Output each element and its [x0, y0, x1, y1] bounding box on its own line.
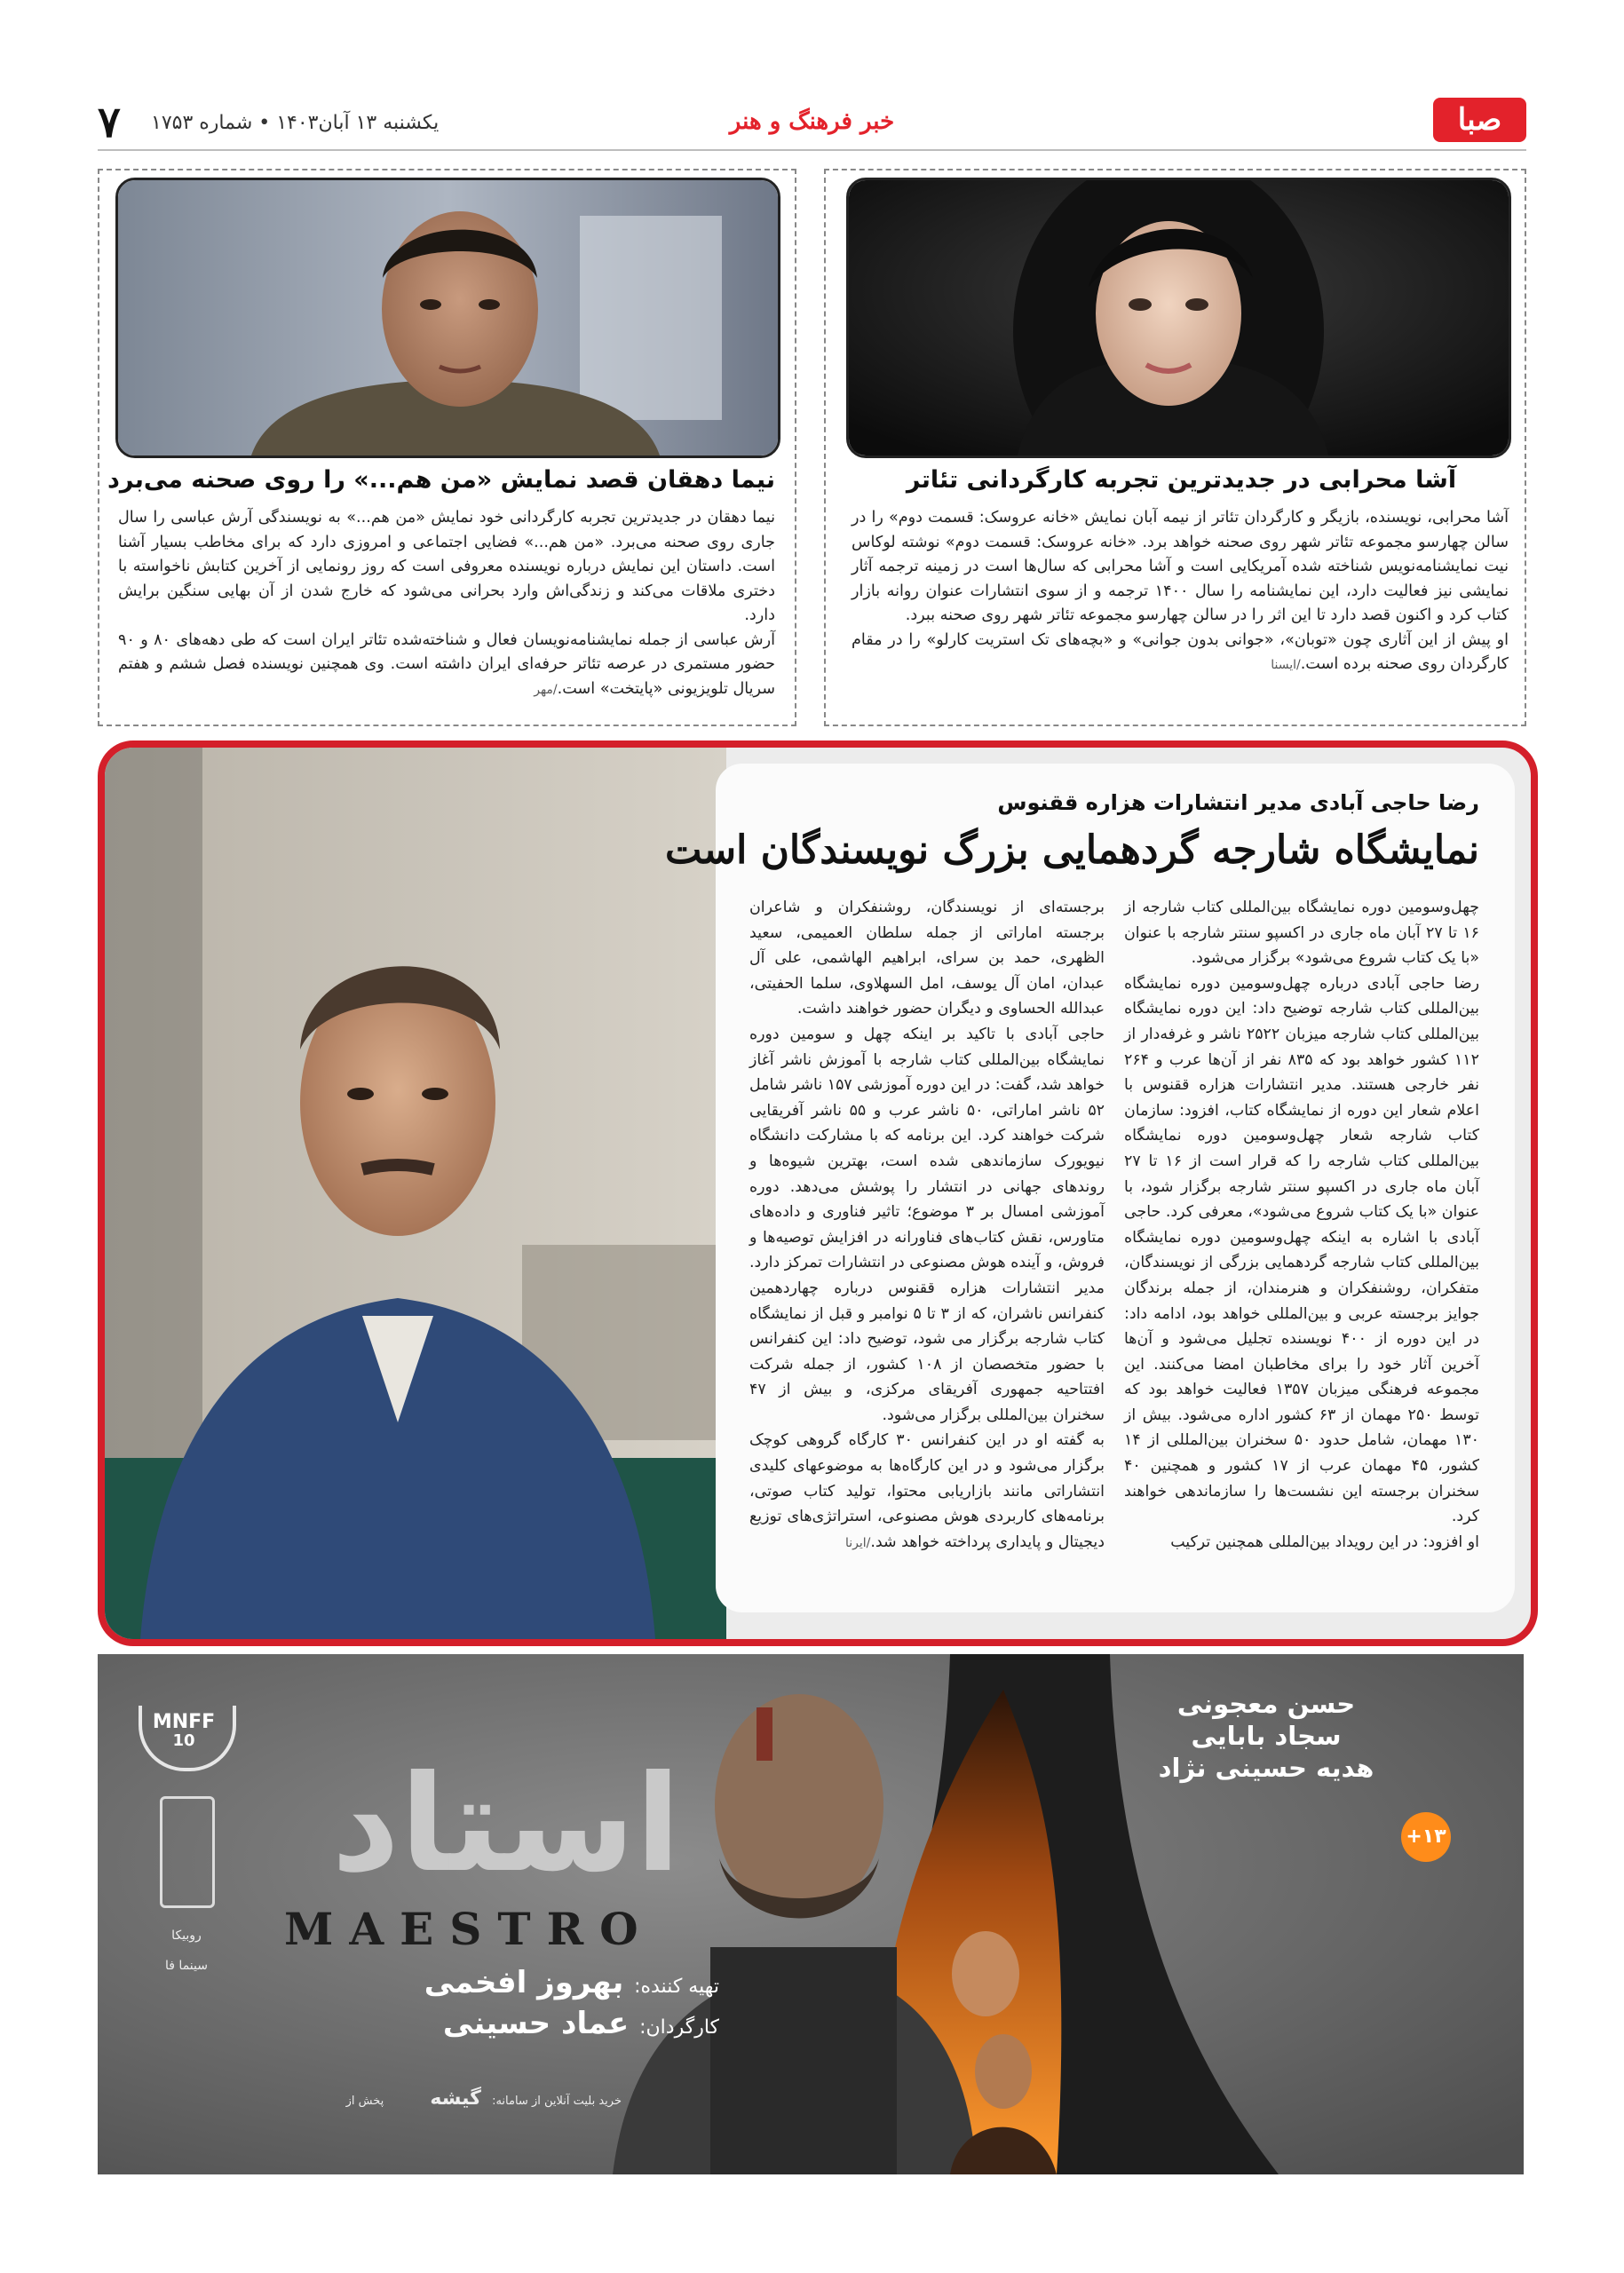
feature-headline: نمایشگاه شارجه گردهمایی بزرگ نویسندگان است [665, 828, 1479, 873]
story-right-paragraph: آشا محرابی، نویسنده، بازیگر و کارگردان تئاتر از نیمه آبان نمایش «خانه عروسک: قسمت دوم» را در سالن چهارسو مجموعه تئاتر شهر روی صحنه خواهد برد. «خانه عروسک: قسمت دوم» نوشته لوکاس نیت نمایشنامه‌نویس شناخته شده آمریکایی است و آشا محرابی که سال‌ها است در زمینه ترجمه آثار نمایشی نیز فعالیت دارد، این نمایشنامه را سال ۱۴۰۰ ترجمه و از سوی انتشارات عنوان روانه بازار کتاب کرد و اکنون قصد دارد تا این اثر را در سالن چهارسو مجموعه تئاتر شهر روی صحنه ببرد. [852, 509, 1509, 624]
feature-article [665, 764, 1515, 1612]
story-left-paragraph: آرش عباسی از جمله نمایشنامه‌نویسان فعال و شناخته‌شده تئاتر ایران است که طی دهه‌های ۸۰ و ۹۰ حضور مستمری در عرصه تئاتر حرفه‌ای ایران داشته است. وی همچنین نویسنده فصل ششم و هفتم سریال تلویزیونی «پایتخت» است. [118, 630, 775, 698]
director-name: عماد حسینی [442, 2006, 630, 2041]
gisheh-logo: گیشه [430, 2087, 481, 2110]
feature-paragraph: حاجی آبادی با تاکید بر اینکه چهل و سومین دوره نمایشگاه بین‌المللی کتاب شارجه با آموزش ناشر آغاز خواهد شد، گفت: در این دوره آموزشی ۱۵۷ ناشر شامل ۵۲ ناشر اماراتی، ۵۰ ناشر عرب و ۵۵ ناشر آفریقایی شرکت خواهند کرد. این برنامه که با مشارکت دانشگاه نیویورک سازماندهی شده است، بهترین شیوه‌ها و روندهای جهانی در انتشار را پوشش می‌دهد. دوره آموزشی امسال بر ۳ موضوع؛ تاثیر فناوری و داده‌های متاورس، نقش کتاب‌های فناورانه در افزایش توصیه‌ها و فروش، و آینده هوش مصنوعی در انتشارات تمرکز دارد. مدیر انتشارات هزاره ققنوس درباره چهاردهمین کنفرانس ناشران، که از ۳ تا ۵ نوامبر و قبل از نمایشگاه کتاب شارجه برگزار می شود، توضیح داد: این کنفرانس با حضور متخصصان از ۱۰۸ کشور، از جمله شرکت افتتاحیه جمهوری آفریقای مرکزی، و بیش از ۴۷ سخنران بین‌المللی برگزار می‌شود. [749, 1025, 1105, 1424]
newspaper-logo: صبا [1433, 98, 1526, 142]
issue-info: یکشنبه ۱۳ آبان۱۴۰۳ • شماره ۱۷۵۳ [151, 112, 440, 134]
feature-paragraph: او افزود: در این رویداد بین‌المللی همچنین ترکیب [1170, 1532, 1479, 1551]
festival-badge [135, 1699, 233, 1778]
portrait-image [849, 180, 1509, 455]
feature-column-left [749, 895, 1105, 1556]
story-left-body [118, 506, 775, 702]
story-left-paragraph: نیما دهقان در جدیدترین تجربه کارگردانی خود نمایش «من هم...» به نویسندگی آرش عباسی را سال جاری روی صحنه می‌برد. «من هم...» فضایی اجتماعی و امروزی دارد که برای مخاطب بسیار آشنا است. داستان این نمایش درباره نویسنده معروفی است که روز رونمایی از آخرین کتابش ناخواسته با دختری ملاقات می‌کند و زندگی‌اش وارد بحرانی می‌شود که خارج شدن از آن بهایی سنگین برایش دارد. [118, 509, 775, 624]
distributor-label: پخش از [345, 2095, 384, 2108]
cast-name: سجاد بابایی [1191, 1721, 1342, 1751]
movie-title-persian: استاد [331, 1747, 681, 1902]
movie-title-english: MAESTRO [284, 1903, 654, 1955]
interviewee-photo [105, 748, 726, 1639]
story-left-photo [115, 178, 780, 458]
story-left-source: /مهر [534, 682, 558, 697]
page-number: ۷ [98, 98, 121, 147]
feature-column-right [1124, 895, 1479, 1555]
cast-name: هدیه حسینی نژاد [1158, 1753, 1374, 1783]
story-right-body [852, 506, 1509, 678]
portrait-image [118, 180, 778, 455]
age-rating-badge: +۱۳ [1401, 1812, 1451, 1862]
credits [257, 1965, 719, 2041]
story-right-paragraph: او پیش از این آثاری چون «توبان»، «جوانی بدون جوانی» و «بچه‌های تک استریت کارلو» را در مقام کارگردان روی صحنه برده است. [852, 630, 1509, 673]
festival-number: 10 [172, 1731, 195, 1750]
story-right-source: /ایسنا [1271, 658, 1301, 672]
cinema-fa-logo: سینما فا [165, 1959, 208, 1973]
producer-name: بهروز افخمی [424, 1965, 624, 2000]
producer-label: تهیه کننده: [634, 1976, 719, 1998]
buy-note: خرید بلیت آنلاین از سامانه: [492, 2095, 622, 2108]
story-left-title: نیما دهقان قصد نمایش «من هم...» را روی صحنه می‌برد [107, 466, 775, 494]
cast-name: حسن معجونی [1176, 1689, 1356, 1719]
director-label: کارگردان: [639, 2016, 719, 2039]
side-logos [151, 1921, 222, 1981]
distributor-info [160, 2087, 622, 2110]
story-right-photo [846, 178, 1511, 458]
simorgh-logo [160, 1796, 215, 1908]
festival-name: MNFF [152, 1711, 216, 1733]
movie-poster [98, 1654, 1524, 2174]
feature-source: /ایرنا [844, 1535, 871, 1550]
header-divider [98, 149, 1526, 151]
story-right-title: آشا محرابی در جدیدترین تجربه کارگردانی تئاتر [906, 466, 1457, 494]
section-title: خبر فرهنگ و هنر [729, 108, 895, 135]
feature-box [98, 741, 1538, 1646]
feature-paragraph: رضا حاجی آبادی درباره چهل‌وسومین دوره نمایشگاه بین‌المللی کتاب شارجه توضیح داد: این دوره نمایشگاه بین‌المللی کتاب شارجه میزبان ۲۵۲۲ ناشر و غرفه‌دار از ۱۱۲ کشور خواهد بود که ۸۳۵ نفر از آن‌ها عرب و ۲۶۴ نفر خارجی هستند. مدیر انتشارات هزاره ققنوس با اعلام شعار این دوره از نمایشگاه کتاب، افزود: سازمان کتاب شارجه شعار چهل‌وسومین دوره نمایشگاه بین‌المللی کتاب شارجه را که قرار است از ۱۶ تا ۲۷ آبان ماه جاری در اکسپو سنتر شارجه برگزار شود، با عنوان «با یک کتاب شروع می‌شود»، معرفی کرد. حاجی آبادی با اشاره به اینکه چهل‌وسومین دوره نمایشگاه بین‌المللی کتاب شارجه گردهمایی بزرگی از نویسندگان، متفکران، روشنفکران و هنرمندان، از جمله برندگان جوایز برجسته عربی و بین‌المللی خواهد بود، ادامه داد: در این دوره از ۴۰۰ نویسنده تجلیل می‌شود و آن‌ها آخرین آثار خود را برای مخاطبان امضا می‌کنند. این مجموعه فرهنگی میزبان ۱۳۵۷ فعالیت خواهد بود که توسط ۲۵۰ مهمان از ۶۳ کشور اداره می‌شود. بیش از ۱۳۰ مهمان، شامل حدود ۵۰ سخنران بین‌المللی از ۱۴ کشور، ۴۵ مهمان عرب از ۱۷ کشور و همچنین ۴۰ سخنران برجسته این نشست‌ها را سازماندهی خواهند کرد. [1124, 974, 1480, 1526]
feature-paragraph: چهل‌وسومین دوره نمایشگاه بین‌المللی کتاب شارجه از ۱۶ تا ۲۷ آبان ماه جاری در اکسپو سنتر شارجه با عنوان «با یک کتاب شروع می‌شود» برگزار می‌شود. [1124, 899, 1479, 968]
cast-list [1133, 1688, 1399, 1784]
feature-paragraph: برجسته‌ای از نویسندگان، روشنفکران و شاعران برجسته اماراتی از جمله سلطان العمیمی، سعید الظهری، حمد بن سرای، ابراهیم الهاشمی، علی آل عبدان، امان آل یوسف، امل السهلاوی، سلما الحفیتی، عبدالله الحساوی و دیگران حضور خواهند داشت. [749, 899, 1105, 1018]
feature-kicker: رضا حاجی آبادی مدیر انتشارات هزاره ققنوس [997, 790, 1479, 815]
rubika-logo: روبیکا [171, 1928, 202, 1943]
feature-paragraph: به گفته او در این کنفرانس ۳۰ کارگاه گروهی کوچک برگزار می‌شود و در این کارگاه‌ها به موضوعهای کلیدی انتشاراتی مانند بازاریابی محتوا، تولید کتاب صوتی، برنامه‌های کاربردی هوش مصنوعی، استراتژی‌های توزیع دیجیتال و پایداری پرداخته خواهد شد. [749, 1431, 1105, 1551]
